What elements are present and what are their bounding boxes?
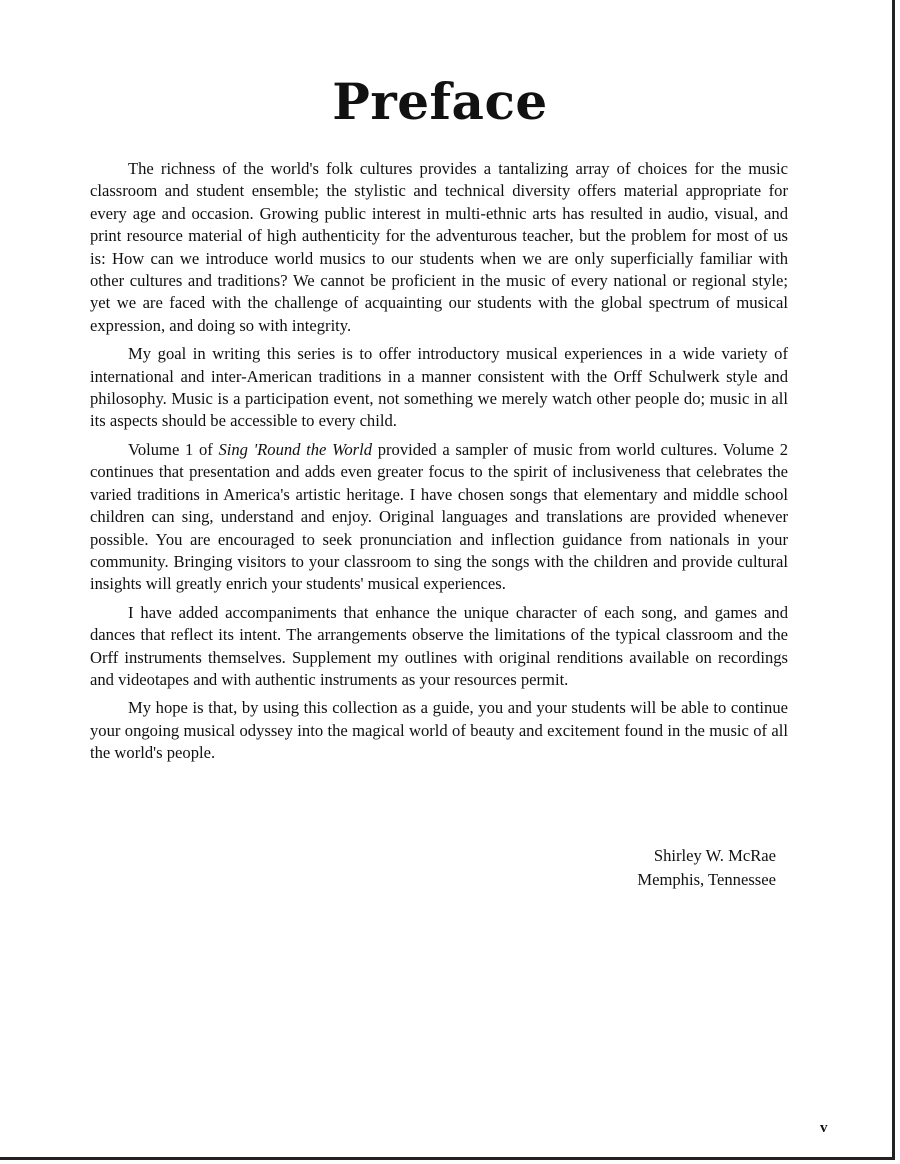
paragraph-3-rest: provided a sampler of music from world cultures. Volume 2 continues that presentation and adds even greater focus to the spirit of inclusiveness that celebrates the varied traditions in America's artistic heritage. I have chosen songs that elementary and middle school children can sing, understand and enjoy. Original languages and translations are provided whenever possible. You are encouraged to seek pronunciation and inflection guidance from nationals in your community. Bringing visitors to your classroom to sing the songs with the children and provide cultural insights will greatly enrich your students' musical experiences. bbox=[90, 439, 788, 594]
author-name: Shirley W. McRae bbox=[653, 846, 776, 865]
book-title-italic: Sing 'Round the World bbox=[218, 439, 373, 459]
paragraph-2: My goal in writing this series is to offer introductory musical experiences in a wide variety of international and inter-American traditions in a manner consistent with the Orff Schulwerk style and philosophy. Music is a participation event, not something we merely watch other people do; music in all its aspects should be accessible to every child. bbox=[90, 344, 788, 431]
preface-body bbox=[90, 158, 788, 771]
author-location: Memphis, Tennessee bbox=[637, 870, 776, 889]
paragraph-3-intro: Volume 1 of bbox=[128, 439, 219, 459]
author-signature bbox=[637, 844, 776, 892]
page-number: v bbox=[820, 1120, 828, 1136]
paragraph-4: I have added accompaniments that enhance the unique character of each song, and games and dances that reflect its intent. The arrangements observe the limitations of the typical classroom and the Orff instruments themselves. Supplement my outlines with original renditions available on recordings and videotapes and with authentic instruments as your resources permit. bbox=[90, 602, 788, 689]
paragraph-3 bbox=[90, 439, 788, 596]
paragraph-5: My hope is that, by using this collection as a guide, you and your students will be able to continue your ongoing musical odyssey into the magical world of beauty and excitement found in the music of all the world's people. bbox=[90, 698, 788, 763]
paragraph-1: The richness of the world's folk cultures provides a tantalizing array of choices for the music classroom and student ensemble; the stylistic and technical diversity offers material appropriate for every age and occasion. Growing public interest in multi-ethnic arts has resulted in audio, visual, and print resource material of high authenticity for the adventurous teacher, but the problem for most of us is: How can we introduce world musics to our students when we are only superficially familiar with other cultures and traditions? We cannot be proficient in the music of every national or regional style; yet we are faced with the challenge of acquainting our students with the global spectrum of musical expression, and doing so with integrity. bbox=[90, 159, 788, 335]
page-title: Preface bbox=[332, 72, 548, 131]
